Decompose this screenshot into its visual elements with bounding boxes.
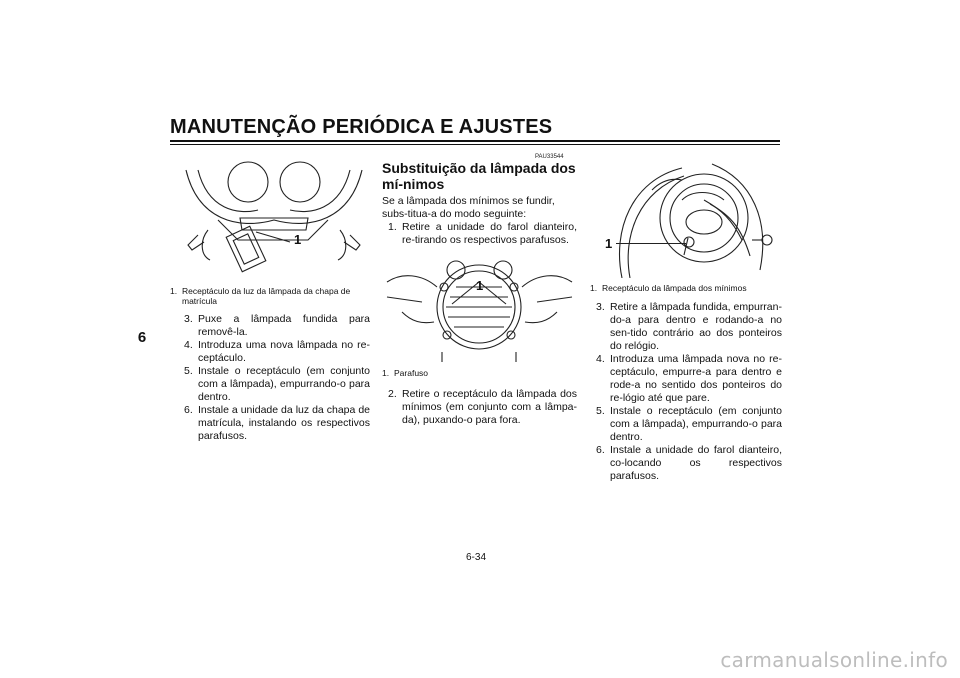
- figure-caption: [590, 283, 785, 293]
- watermark: carmanualsonline.info: [720, 648, 948, 672]
- figure-callout: 1: [294, 232, 302, 247]
- title-rule-thin: [170, 144, 780, 145]
- figure-callout: 1: [605, 236, 613, 251]
- section-title: Substituição da lâmpada dos mí-nimos: [382, 160, 576, 192]
- headlight-illustration: [382, 252, 577, 362]
- caption-line2: matrícula: [182, 296, 217, 306]
- right-steps: [596, 301, 782, 483]
- list-item: 5. Instale o receptáculo (em conjunto com a lâmpada), empurrando-o para dentro.: [596, 405, 782, 443]
- figure-headlight: [382, 252, 577, 362]
- title-rule: [170, 140, 780, 142]
- caption-line1: Receptáculo da luz da lâmpada da chapa de: [182, 286, 351, 296]
- caption-number: 1.: [170, 286, 178, 296]
- callout-leader-line: [616, 243, 686, 244]
- figure-license-light: [178, 160, 370, 280]
- figure-position-lamp: [592, 160, 782, 278]
- license-light-illustration: [178, 160, 370, 280]
- middle-step2: [388, 388, 577, 427]
- list-item: 3. Puxe a lâmpada fundida para removê-la.: [184, 313, 370, 338]
- page-title: MANUTENÇÃO PERIÓDICA E AJUSTES: [170, 116, 553, 138]
- left-steps: [184, 313, 370, 443]
- middle-step1: [388, 221, 577, 247]
- caption-text: Receptáculo da lâmpada dos mínimos: [602, 283, 747, 293]
- caption-number: 1.: [590, 283, 598, 293]
- figure-caption: [382, 368, 577, 378]
- intro-text: Se a lâmpada dos mínimos se fundir, subs-titua-a do modo seguinte:: [382, 195, 555, 220]
- caption-number: 1.: [382, 368, 390, 378]
- caption-text: Parafuso: [394, 368, 429, 378]
- position-lamp-illustration: [592, 160, 782, 278]
- figure-callout: 1: [476, 278, 484, 293]
- chapter-tab: 6: [137, 328, 147, 346]
- list-item: 5. Instale o receptáculo (em conjunto com a lâmpada), empurrando-o para dentro.: [184, 365, 370, 403]
- list-item: 4. Introduza uma nova lâmpada no re-ceptáculo.: [184, 339, 370, 364]
- list-item: 6. Instale a unidade do farol dianteiro, co-locando os respectivos parafusos.: [596, 444, 782, 482]
- reference-code: PAU33544: [535, 154, 564, 160]
- list-item: 2. Retire o receptáculo da lâmpada dos mínimos (em conjunto com a lâmpa-da), puxando-o para fora.: [388, 388, 577, 426]
- page-number: 6-34: [466, 552, 487, 563]
- list-item: 6. Instale a unidade da luz da chapa de matrícula, instalando os respectivos parafusos.: [184, 404, 370, 442]
- figure-caption: [170, 286, 370, 306]
- list-item: 4. Introduza uma lâmpada nova no re-ceptáculo, empurre-a para dentro e rode-a no sentido dos ponteiros do re-lógio até que pare.: [596, 353, 782, 404]
- list-item: 3. Retire a lâmpada fundida, empurran-do-a para dentro e rodando-a no sen-tido contrário ao dos ponteiros do relógio.: [596, 301, 782, 352]
- list-item: 1. Retire a unidade do farol dianteiro, re-tirando os respectivos parafusos.: [388, 221, 577, 246]
